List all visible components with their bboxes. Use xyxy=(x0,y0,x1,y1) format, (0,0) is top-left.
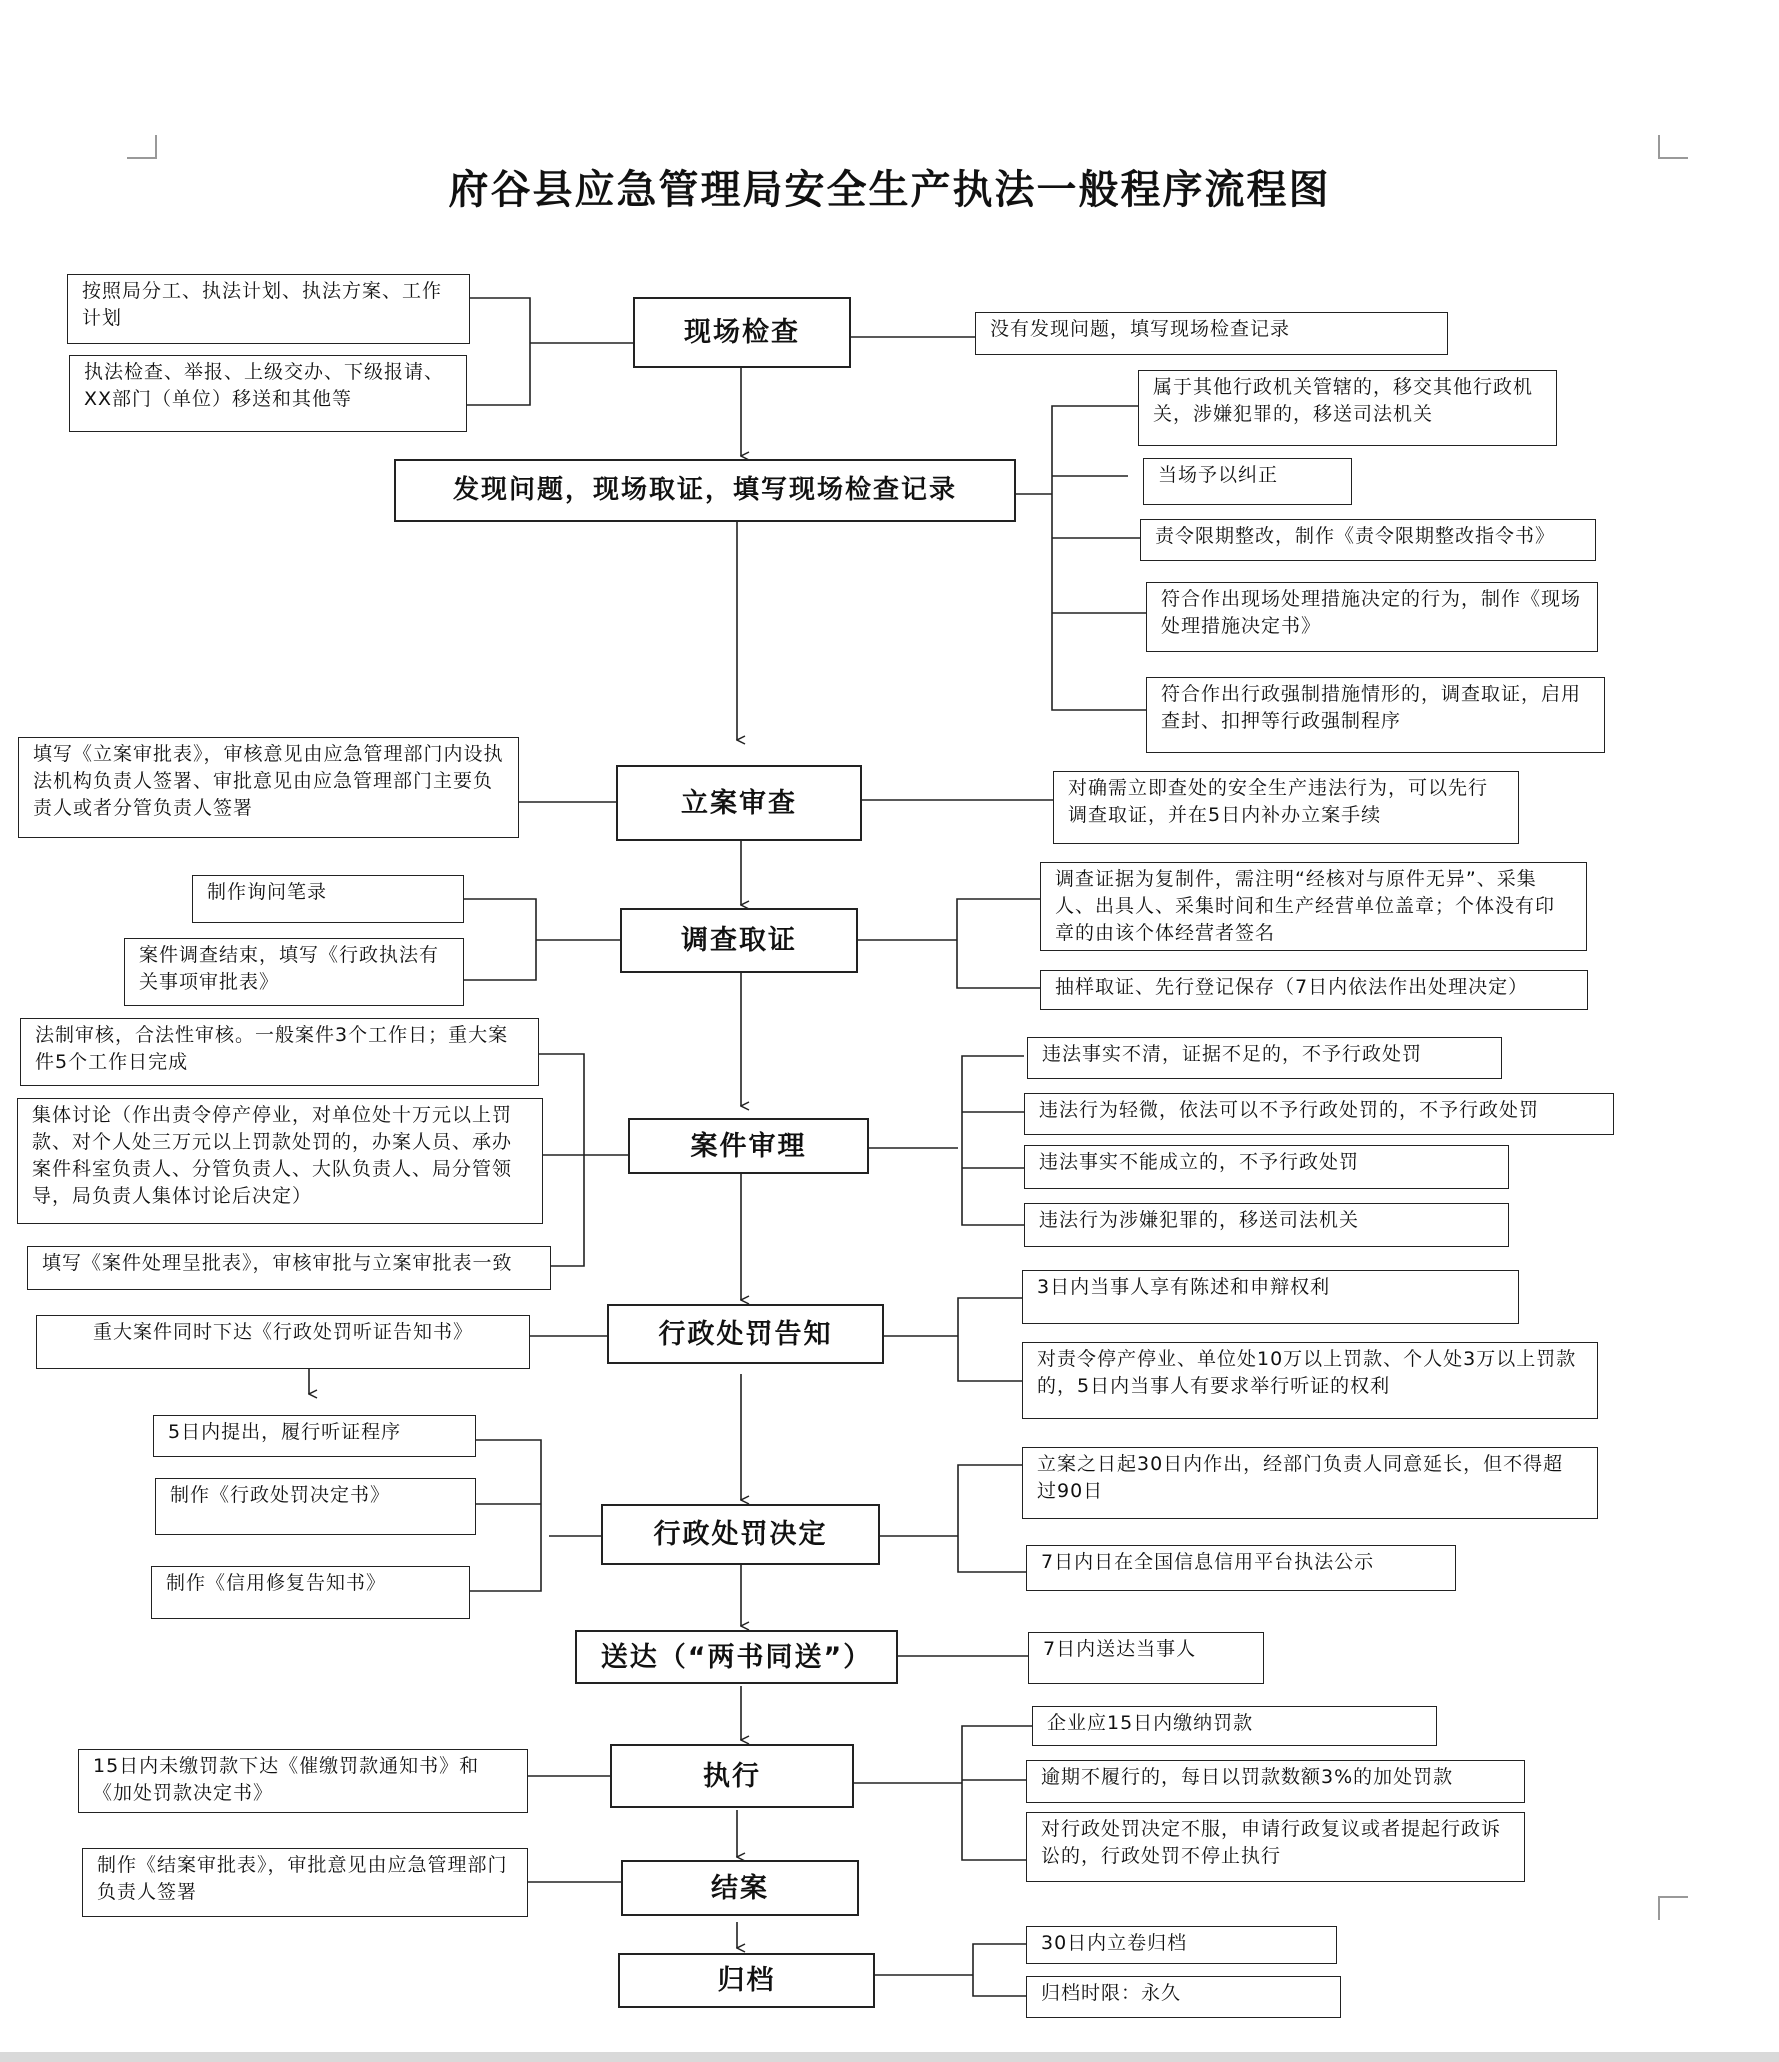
note-sampling-evidence: 抽样取证、先行登记保存（7日内依法作出处理决定） xyxy=(1040,970,1588,1010)
note-delivery-deadline: 7日内送达当事人 xyxy=(1028,1632,1264,1684)
note-criminal-transfer: 违法行为涉嫌犯罪的，移送司法机关 xyxy=(1024,1203,1509,1247)
note-legal-review: 法制审核，合法性审核。一般案件3个工作日；重大案件5个工作日完成 xyxy=(20,1018,539,1086)
note-minor-violation: 违法行为轻微，依法可以不予行政处罚的，不予行政处罚 xyxy=(1024,1093,1614,1135)
note-no-problem-found: 没有发现问题，填写现场检查记录 xyxy=(975,312,1448,355)
note-transfer-jurisdiction: 属于其他行政机关管辖的，移交其他行政机关，涉嫌犯罪的，移送司法机关 xyxy=(1138,370,1557,446)
note-late-penalty: 逾期不履行的，每日以罚款数额3%的加处罚款 xyxy=(1026,1760,1525,1803)
note-credit-repair-doc: 制作《信用修复告知书》 xyxy=(151,1566,470,1619)
step-execution: 执行 xyxy=(610,1744,854,1808)
step-case-filing-review: 立案审查 xyxy=(616,765,862,841)
note-collective-discussion: 集体讨论（作出责令停产停业，对单位处十万元以上罚款、对个人处三万元以上罚款处罚的，办案人员、承办案件科室负责人、分管负责人、大队负责人、局分管领导，局负责人集体讨论后决定） xyxy=(17,1098,543,1224)
note-inspection-basis-plan: 按照局分工、执法计划、执法方案、工作计划 xyxy=(67,274,470,344)
note-closing-approval: 制作《结案审批表》，审批意见由应急管理部门负责人签署 xyxy=(82,1848,528,1917)
step-investigation: 调查取证 xyxy=(620,908,858,973)
note-investigation-approval: 案件调查结束，填写《行政执法有关事项审批表》 xyxy=(124,938,464,1006)
note-order-rectification: 责令限期整改，制作《责令限期整改指令书》 xyxy=(1140,519,1596,561)
note-hearing-notice: 重大案件同时下达《行政处罚听证告知书》 xyxy=(36,1315,530,1369)
crop-mark-top-left xyxy=(127,135,157,159)
note-investigate-first: 对确需立即查处的安全生产违法行为，可以先行调查取证，并在5日内补办立案手续 xyxy=(1053,771,1519,844)
note-inspection-basis-sources: 执法检查、举报、上级交办、下级报请、XX部门（单位）移送和其他等 xyxy=(69,355,467,432)
note-correct-on-spot: 当场予以纠正 xyxy=(1143,458,1352,505)
step-penalty-notice: 行政处罚告知 xyxy=(607,1304,884,1364)
step-site-inspection: 现场检查 xyxy=(633,297,851,368)
note-archive-retention: 归档时限：永久 xyxy=(1026,1976,1341,2018)
note-case-handling-form: 填写《案件处理呈批表》，审核审批与立案审批表一致 xyxy=(27,1246,551,1290)
note-onsite-measures: 符合作出现场处理措施决定的行为，制作《现场处理措施决定书》 xyxy=(1146,582,1598,652)
note-public-disclosure: 7日内日在全国信息信用平台执法公示 xyxy=(1026,1545,1456,1591)
step-delivery: 送达（“两书同送”） xyxy=(575,1630,898,1684)
bottom-edge-bar xyxy=(0,2052,1779,2062)
page-title: 府谷县应急管理局安全生产执法一般程序流程图 xyxy=(448,167,1331,213)
crop-mark-top-right xyxy=(1658,135,1688,159)
step-find-problem: 发现问题，现场取证，填写现场检查记录 xyxy=(394,459,1016,522)
note-filing-approval-form: 填写《立案审批表》，审核意见由应急管理部门内设执法机构负责人签署、审批意见由应急管理部门主要负责人或者分管负责人签署 xyxy=(18,737,519,838)
note-statement-rights: 3日内当事人享有陈述和申辩权利 xyxy=(1022,1270,1519,1324)
note-copy-evidence: 调查证据为复制件，需注明“经核对与原件无异”、采集人、出具人、采集时间和生产经营单位盖章；个体没有印章的由该个体经营者签名 xyxy=(1040,862,1587,951)
step-penalty-decision: 行政处罚决定 xyxy=(601,1504,880,1565)
note-hearing-procedure: 5日内提出，履行听证程序 xyxy=(153,1415,476,1457)
note-unclear-facts: 违法事实不清，证据不足的，不予行政处罚 xyxy=(1027,1037,1502,1079)
note-penalty-decision-doc: 制作《行政处罚决定书》 xyxy=(155,1478,476,1535)
note-coercive-measures: 符合作出行政强制措施情形的，调查取证，启用查封、扣押等行政强制程序 xyxy=(1146,677,1605,753)
note-archive-deadline: 30日内立卷归档 xyxy=(1026,1926,1337,1964)
note-decision-deadline: 立案之日起30日内作出，经部门负责人同意延长，但不得超过90日 xyxy=(1022,1447,1598,1519)
note-hearing-rights: 对责令停产停业、单位处10万以上罚款、个人处3万以上罚款的，5日内当事人有要求举行听证的权利 xyxy=(1022,1342,1598,1419)
note-appeal-no-suspension: 对行政处罚决定不服，申请行政复议或者提起行政诉讼的，行政处罚不停止执行 xyxy=(1026,1812,1525,1882)
step-case-closing: 结案 xyxy=(621,1860,859,1916)
step-case-trial: 案件审理 xyxy=(628,1118,869,1174)
step-archiving: 归档 xyxy=(618,1953,875,2008)
note-fine-payment: 企业应15日内缴纳罚款 xyxy=(1032,1706,1437,1746)
note-inquiry-record: 制作询问笔录 xyxy=(192,875,464,923)
note-overdue-fine-notice: 15日内未缴罚款下达《催缴罚款通知书》和《加处罚款决定书》 xyxy=(78,1749,528,1813)
note-facts-not-established: 违法事实不能成立的，不予行政处罚 xyxy=(1024,1145,1509,1189)
crop-mark-bottom-right xyxy=(1658,1896,1688,1920)
